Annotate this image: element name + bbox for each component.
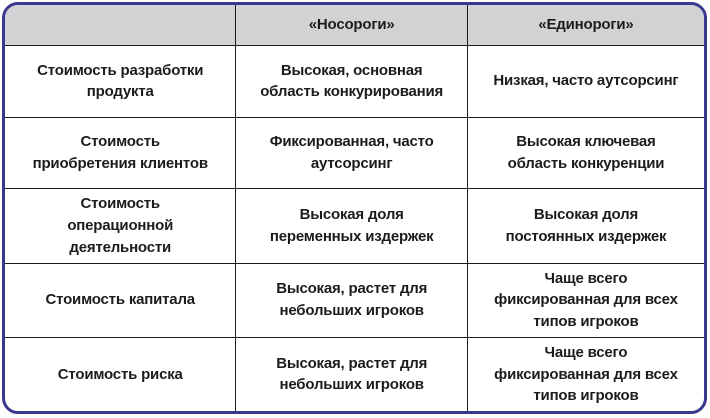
unicorns-cell: Чаще всего фиксированная для всех типов игроков	[468, 264, 704, 338]
rhinos-cell: Высокая, растет для небольших игроков	[236, 264, 467, 338]
comparison-table	[2, 2, 707, 414]
unicorns-cell: Высокая ключевая область конкуренции	[468, 118, 704, 190]
rhinos-cell: Высокая, растет для небольших игроков	[236, 338, 467, 411]
rhinos-cell: Фиксированная, часто аутсорсинг	[236, 118, 467, 190]
header-cell-rhinos: «Носороги»	[236, 5, 467, 46]
unicorns-cell: Низкая, часто аутсорсинг	[468, 46, 704, 118]
rhinos-cell: Высокая доля переменных издержек	[236, 189, 467, 263]
rhinos-cell: Высокая, основная область конкурирования	[236, 46, 467, 118]
row-label-cell: Стоимость разработки продукта	[5, 46, 236, 118]
header-cell-empty	[5, 5, 236, 46]
unicorns-cell: Высокая доля постоянных издержек	[468, 189, 704, 263]
row-label-cell: Стоимость приобретения клиентов	[5, 118, 236, 190]
unicorns-cell: Чаще всего фиксированная для всех типов игроков	[494, 343, 678, 405]
row-label-cell: Стоимость капитала	[5, 264, 236, 338]
header-cell-unicorns: «Единороги»	[468, 5, 704, 46]
row-label-cell: Стоимость операционной деятельности	[5, 189, 236, 263]
row-label-cell: Стоимость риска	[5, 338, 236, 411]
